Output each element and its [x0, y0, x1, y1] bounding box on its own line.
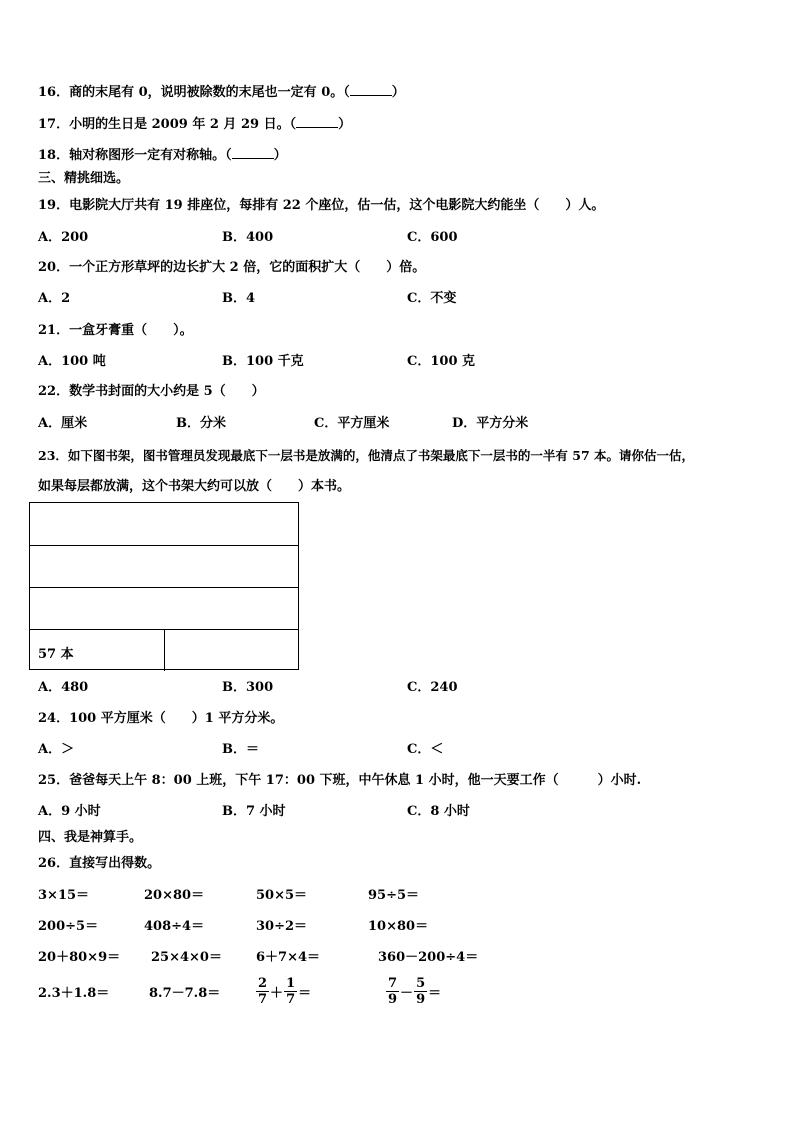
- q22-option-c[interactable]: C．平方厘米: [314, 416, 390, 431]
- calc-3-2: 25×4×0＝: [151, 950, 222, 965]
- q24-option-a[interactable]: A．＞: [38, 742, 75, 757]
- fraction-2-7: [256, 976, 269, 1007]
- q24-option-b[interactable]: B．＝: [222, 742, 259, 757]
- calc-3-4: 360－200÷4＝: [378, 950, 479, 965]
- q23-option-c[interactable]: C．240: [407, 680, 458, 695]
- equals-sign: ＝: [298, 986, 312, 1001]
- q25-option-a[interactable]: A．9 小时: [38, 804, 101, 819]
- calc-1-1: 3×15＝: [38, 888, 90, 903]
- q22-option-a[interactable]: A．厘米: [38, 416, 88, 431]
- numerator: 1: [286, 976, 296, 991]
- fraction-5-9: [414, 976, 427, 1007]
- calc-2-2: 408÷4＝: [144, 919, 205, 934]
- q25-option-b[interactable]: B．7 小时: [222, 804, 286, 819]
- question-24: 24．100 平方厘米（ ）1 平方分米。: [38, 711, 284, 726]
- q23-option-b[interactable]: B．300: [222, 680, 274, 695]
- plus-sign: ＋: [270, 986, 284, 1001]
- calc-2-3: 30÷2＝: [256, 919, 308, 934]
- calc-1-4: 95÷5＝: [368, 888, 420, 903]
- shelf-half-divider: [164, 630, 165, 671]
- question-25: 25．爸爸每天上午 8：00 上班，下午 17：00 下班，中午休息 1 小时，他一天要工作（ ）小时.: [38, 773, 642, 788]
- calc-1-2: 20×80＝: [144, 888, 205, 903]
- denominator: 7: [286, 992, 296, 1007]
- question-23-line-1: 23．如下图书架，图书管理员发现最底下一层书是放满的，他清点了书架最底下一层书的一半有 57 本。请你估一估，: [38, 448, 694, 463]
- q21-option-c[interactable]: C．100 克: [407, 354, 476, 369]
- section-3-heading: 三、精挑细选。: [38, 171, 130, 186]
- calc-4-2: 8.7－7.8＝: [149, 986, 221, 1001]
- numerator: 7: [388, 976, 398, 991]
- question-16-text: 16．商的末尾有 0，说明被除数的末尾也一定有 0。（: [38, 85, 350, 100]
- q23-option-a[interactable]: A．480: [38, 680, 89, 695]
- q19-option-b[interactable]: B．400: [222, 230, 274, 245]
- question-17: [38, 115, 351, 133]
- fraction-7-9: [386, 976, 399, 1007]
- question-22: 22．数学书封面的大小约是 5（ ）: [38, 384, 265, 399]
- answer-blank-18[interactable]: [232, 146, 274, 159]
- q21-option-b[interactable]: B．100 千克: [222, 354, 304, 369]
- q25-option-c[interactable]: C．8 小时: [407, 804, 470, 819]
- q20-option-c[interactable]: C．不变: [407, 291, 457, 306]
- question-16: [38, 83, 405, 101]
- equals-sign: ＝: [428, 986, 442, 1001]
- calc-4-3-fraction: [256, 976, 312, 1007]
- denominator: 7: [258, 992, 268, 1007]
- fraction-1-7: [284, 976, 297, 1007]
- q22-option-d[interactable]: D．平方分米: [452, 416, 529, 431]
- shelf-count-label: 57 本: [38, 647, 74, 662]
- calc-3-3: 6＋7×4＝: [256, 950, 321, 965]
- denominator: 9: [416, 992, 426, 1007]
- question-17-close: ）: [338, 117, 352, 132]
- calc-1-3: 50×5＝: [256, 888, 308, 903]
- numerator: 5: [416, 976, 426, 991]
- calc-3-1: 20＋80×9＝: [38, 950, 121, 965]
- answer-blank-17[interactable]: [296, 115, 338, 128]
- question-26: 26．直接写出得数。: [38, 856, 161, 871]
- question-23-line-2: 如果每层都放满，这个书架大约可以放（ ）本书。: [38, 479, 351, 494]
- question-18: [38, 146, 287, 164]
- calc-2-1: 200÷5＝: [38, 919, 99, 934]
- section-4-heading: 四、我是神算手。: [38, 830, 143, 845]
- question-18-close: ）: [273, 148, 287, 163]
- question-16-close: ）: [391, 85, 405, 100]
- calc-2-4: 10×80＝: [368, 919, 429, 934]
- question-19: 19．电影院大厅共有 19 排座位，每排有 22 个座位，估一估，这个电影院大约能坐（ ）人。: [38, 198, 605, 213]
- q19-option-a[interactable]: A．200: [38, 230, 89, 245]
- shelf-divider-2: [30, 587, 298, 588]
- question-18-text: 18．轴对称图形一定有对称轴。（: [38, 148, 232, 163]
- q24-option-c[interactable]: C．＜: [407, 742, 444, 757]
- question-20: 20．一个正方形草坪的边长扩大 2 倍，它的面积扩大（ ）倍。: [38, 260, 426, 275]
- q22-option-b[interactable]: B．分米: [176, 416, 226, 431]
- calc-4-1: 2.3＋1.8＝: [38, 986, 110, 1001]
- answer-blank-16[interactable]: [350, 83, 392, 96]
- question-17-text: 17．小明的生日是 2009 年 2 月 29 日。（: [38, 117, 297, 132]
- q19-option-c[interactable]: C．600: [407, 230, 458, 245]
- question-21: 21．一盒牙膏重（ ）。: [38, 323, 193, 338]
- calc-4-4-fraction: [386, 976, 442, 1007]
- shelf-divider-1: [30, 545, 298, 546]
- q20-option-a[interactable]: A．2: [38, 291, 71, 306]
- denominator: 9: [388, 992, 398, 1007]
- bookshelf-figure: [29, 502, 299, 670]
- numerator: 2: [258, 976, 268, 991]
- q21-option-a[interactable]: A．100 吨: [38, 354, 106, 369]
- q20-option-b[interactable]: B．4: [222, 291, 256, 306]
- minus-sign: －: [400, 986, 414, 1001]
